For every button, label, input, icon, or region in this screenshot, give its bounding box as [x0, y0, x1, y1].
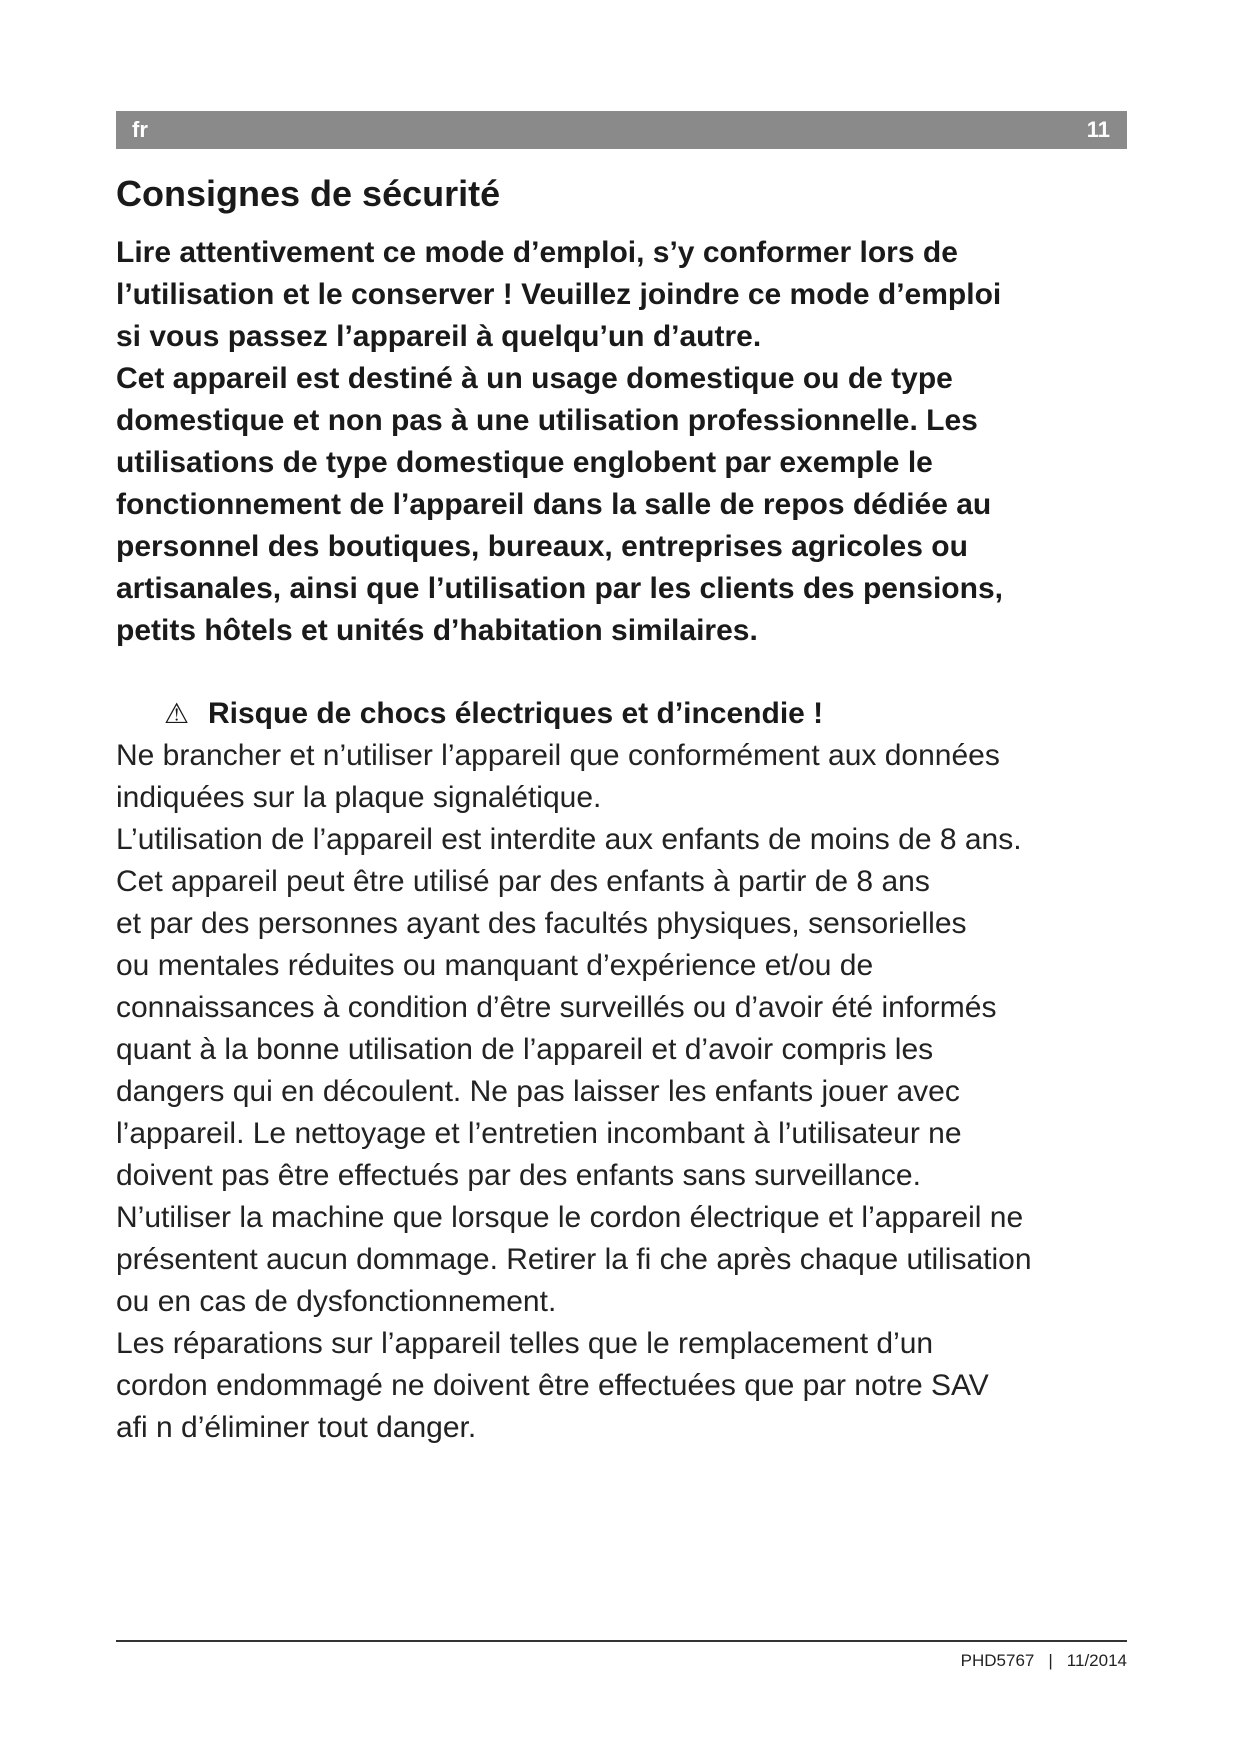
intro-line: si vous passez l’appareil à quelqu’un d’autre. — [116, 320, 762, 353]
page-number: 11 — [1086, 117, 1110, 142]
intro-line: utilisations de type domestique englobent par exemple le — [116, 446, 933, 479]
footer-separator: | — [1048, 1651, 1053, 1670]
warning-body — [116, 735, 1216, 1449]
body-line: quant à la bonne utilisation de l’appareil et d’avoir compris les — [116, 1033, 934, 1066]
body-line: L’utilisation de l’appareil est interdite aux enfants de moins de 8 ans. — [116, 823, 1022, 856]
body-line: l’appareil. Le nettoyage et l’entretien incombant à l’utilisateur ne — [116, 1117, 962, 1150]
footer — [961, 1651, 1127, 1671]
intro-line: fonctionnement de l’appareil dans la salle de repos dédiée au — [116, 488, 992, 521]
body-line: et par des personnes ayant des facultés physiques, sensorielles — [116, 907, 967, 940]
intro-line: petits hôtels et unités d’habitation similaires. — [116, 614, 758, 647]
body-line: dangers qui en découlent. Ne pas laisser les enfants jouer avec — [116, 1075, 960, 1108]
body-line: indiquées sur la plaque signalétique. — [116, 781, 602, 814]
body-line: Les réparations sur l’appareil telles que le remplacement d’un — [116, 1327, 934, 1360]
body-line: présentent aucun dommage. Retirer la fi che après chaque utilisation — [116, 1243, 1032, 1276]
body-line: connaissances à condition d’être surveillés ou d’avoir été informés — [116, 991, 997, 1024]
body-line: N’utiliser la machine que lorsque le cordon électrique et l’appareil ne — [116, 1201, 1024, 1234]
warning-heading-text: Risque de chocs électriques et d’incendie ! — [208, 697, 824, 730]
language-code: fr — [132, 117, 148, 142]
footer-divider — [116, 1640, 1127, 1642]
intro-line: l’utilisation et le conserver ! Veuillez joindre ce mode d’emploi — [116, 278, 1002, 311]
body-line: cordon endommagé ne doivent être effectuées que par notre SAV — [116, 1369, 989, 1402]
warning-heading — [164, 693, 823, 735]
intro-line: domestique et non pas à une utilisation professionnelle. Les — [116, 404, 978, 437]
body-line: ou mentales réduites ou manquant d’expérience et/ou de — [116, 949, 874, 982]
page-header-bar — [116, 111, 1127, 149]
body-line: Cet appareil peut être utilisé par des enfants à partir de 8 ans — [116, 865, 930, 898]
intro-paragraph — [116, 232, 1156, 652]
intro-line: personnel des boutiques, bureaux, entreprises agricoles ou — [116, 530, 968, 563]
section-title: Consignes de sécurité — [116, 173, 501, 214]
body-line: doivent pas être effectués par des enfants sans surveillance. — [116, 1159, 921, 1192]
body-line: Ne brancher et n’utiliser l’appareil que conformément aux données — [116, 739, 1000, 772]
warning-triangle-icon: ⚠ — [164, 698, 190, 729]
body-line: afi n d’éliminer tout danger. — [116, 1411, 477, 1444]
footer-model: PHD5767 — [960, 1651, 1035, 1670]
intro-line: Cet appareil est destiné à un usage domestique ou de type — [116, 362, 953, 395]
body-line: ou en cas de dysfonctionnement. — [116, 1285, 557, 1318]
footer-date: 11/2014 — [1066, 1651, 1127, 1670]
intro-line: Lire attentivement ce mode d’emploi, s’y conformer lors de — [116, 236, 958, 269]
intro-line: artisanales, ainsi que l’utilisation par les clients des pensions, — [116, 572, 1003, 605]
